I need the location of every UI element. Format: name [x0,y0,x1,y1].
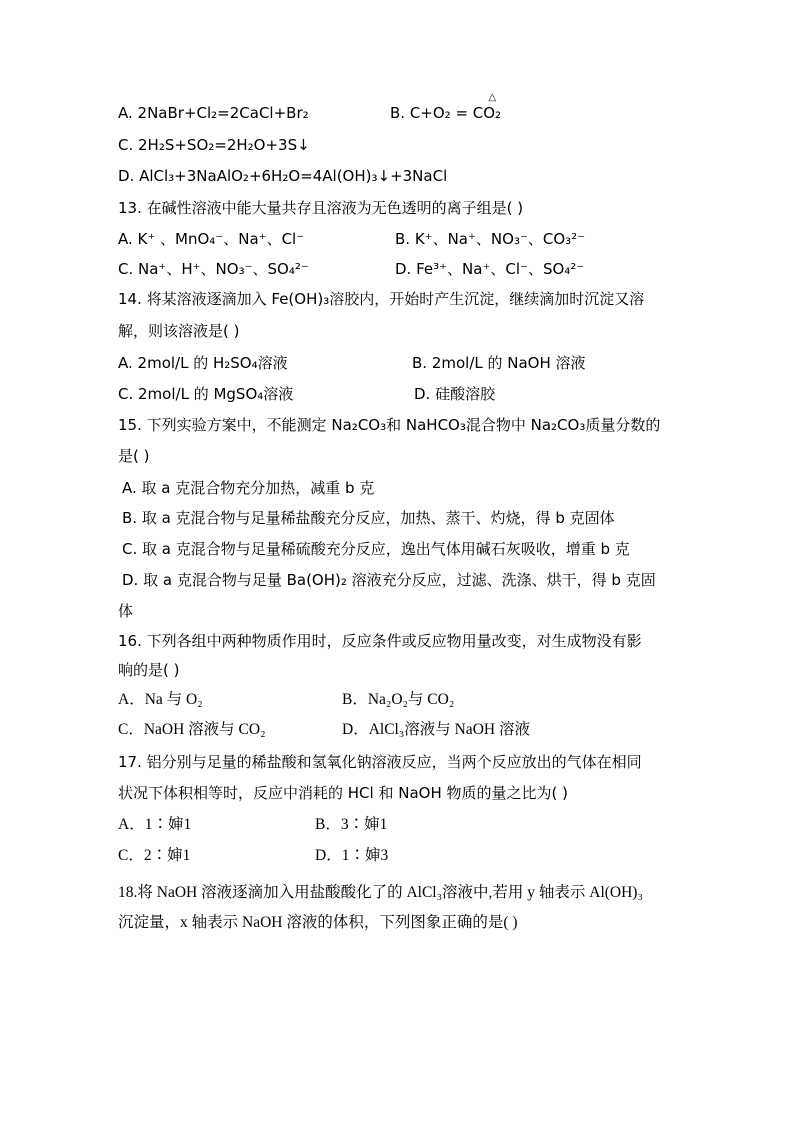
q12-option-b-prefix: B. C+O₂ = C [390,104,484,122]
q18-stem-line2: 沉淀量，x 轴表示 NaOH 溶液的体积，下列图象正确的是( ) [118,914,518,931]
q17-stem-line2: 状况下体积相等时，反应中消耗的 HCl 和 NaOH 物质的量之比为( ) [118,784,568,802]
q15-option-d-line1: D. 取 a 克混合物与足量 Ba(OH)₂ 溶液充分反应，过滤、洗涤、烘干，得 b 克固 [122,571,656,589]
q16-stem-line1: 16. 下列各组中两种物质作用时，反应条件或反应物用量改变，对生成物没有影 [118,632,642,650]
q15-option-a: A. 取 a 克混合物充分加热，减重 b 克 [122,479,375,497]
q12-option-b-heat [483,92,502,123]
q17-option-b: B．3∶婶1 [315,816,388,833]
q15-option-b: B. 取 a 克混合物与足量稀盐酸充分反应，加热、蒸干、灼烧，得 b 克固体 [122,509,615,527]
q15-option-c: C. 取 a 克混合物与足量稀硫酸充分反应，逸出气体用碱石灰吸收，增重 b 克 [122,540,630,558]
q16-option-b: B．Na₂O₂与 CO₂ [342,691,455,708]
q13-option-c: C. Na⁺、H⁺、NO₃⁻、SO₄²⁻ [118,260,309,278]
q15-option-d-line2: 体 [118,602,134,620]
q17-option-a: A．1∶婶1 [118,816,192,833]
q12-option-b [390,92,502,123]
q13-option-a: A. K⁺ 、MnO₄⁻、Na⁺、Cl⁻ [118,230,305,248]
heat-triangle-icon: △ [488,92,497,103]
q16-stem-line2: 响的是( ) [118,661,180,679]
q14-stem-line1: 14. 将某溶液逐滴加入 Fe(OH)₃溶胶内，开始时产生沉淀，继续滴加时沉淀又溶 [118,290,645,308]
q12-option-c: C. 2H₂S+SO₂=2H₂O+3S↓ [118,136,310,154]
q16-option-c: C．NaOH 溶液与 CO₂ [118,721,266,738]
q18-stem-line1: 18.将 NaOH 溶液逐滴加入用盐酸酸化了的 AlCl₃溶液中,若用 y 轴表示 Al(OH)₃ [118,884,643,901]
q13-option-d: D. Fe³⁺、Na⁺、Cl⁻、SO₄²⁻ [395,260,585,278]
q12-option-b-product: O₂ [483,104,502,122]
q13-stem: 13. 在碱性溶液中能大量共存且溶液为无色透明的离子组是( ) [118,199,524,217]
q16-option-a: A．Na 与 O₂ [118,691,203,708]
q17-option-d: D．1∶婶3 [315,847,389,864]
q12-option-a: A. 2NaBr+Cl₂=2CaCl+Br₂ [118,104,309,122]
q14-option-d: D. 硅酸溶胶 [414,385,496,403]
q12-option-d: D. AlCl₃+3NaAlO₂+6H₂O=4Al(OH)₃↓+3NaCl [118,167,448,185]
q15-stem-line2: 是( ) [118,447,150,465]
q14-option-a: A. 2mol/L 的 H₂SO₄溶液 [118,354,288,372]
q15-stem-line1: 15. 下列实验方案中，不能测定 Na₂CO₃和 NaHCO₃混合物中 Na₂CO₃质量分数的 [118,416,661,434]
q13-option-b: B. K⁺、Na⁺、NO₃⁻、CO₃²⁻ [395,230,586,248]
q14-option-c: C. 2mol/L 的 MgSO₄溶液 [118,385,294,403]
q17-stem-line1: 17. 铝分别与足量的稀盐酸和氢氧化钠溶液反应，当两个反应放出的气体在相同 [118,753,642,771]
q14-option-b: B. 2mol/L 的 NaOH 溶液 [412,354,586,372]
q14-stem-line2: 解，则该溶液是( ) [118,322,240,340]
q16-option-d: D．AlCl₃溶液与 NaOH 溶液 [342,721,530,738]
q17-option-c: C．2∶婶1 [118,847,191,864]
